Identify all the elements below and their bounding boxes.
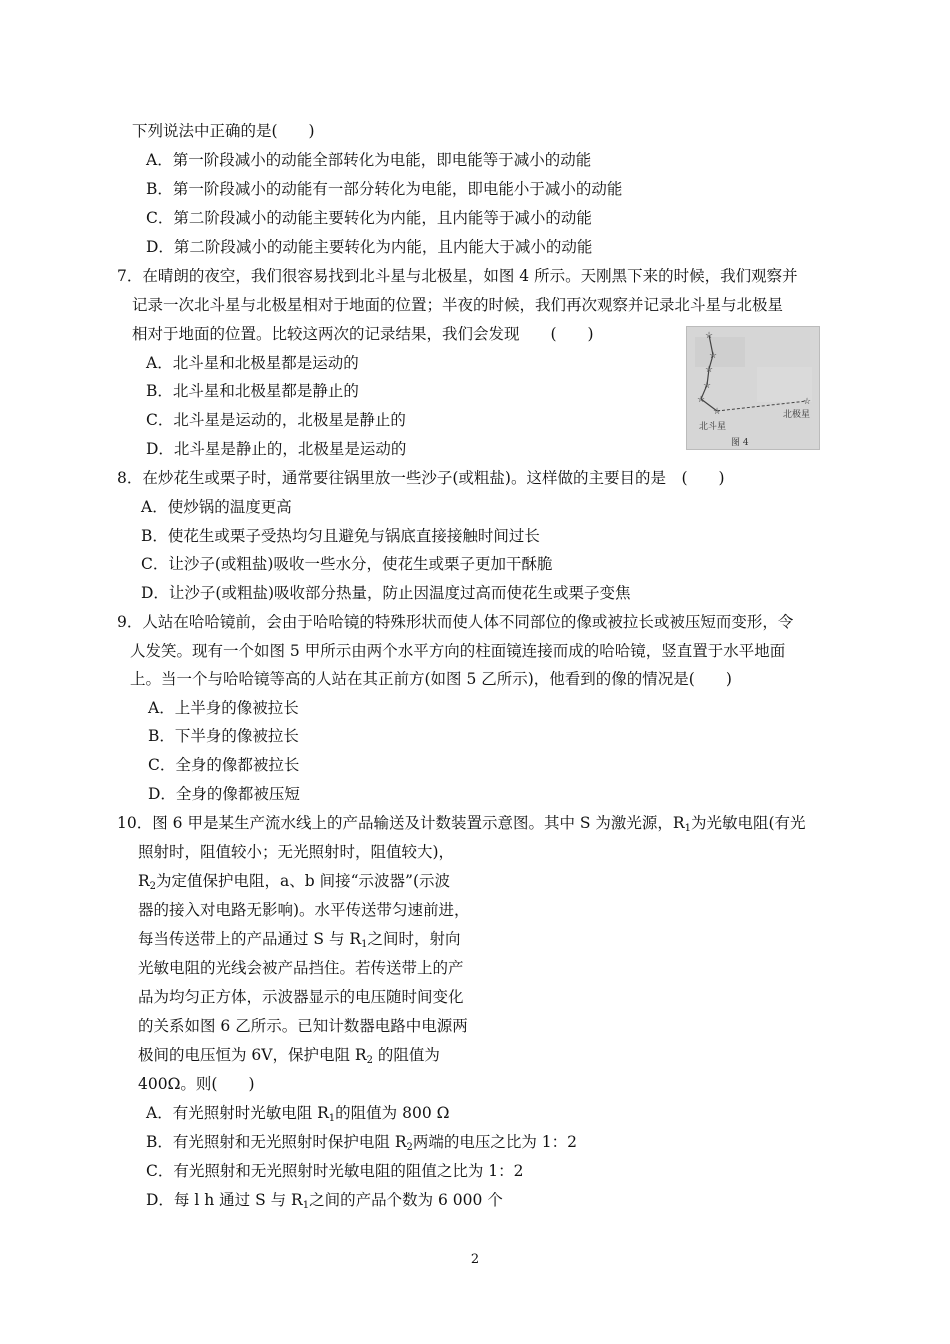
q10-stem-line5: 每当传送带上的产品通过 S 与 $R_1$之间时，射向 (138, 930, 461, 950)
q8-stem: 8．在炒花生或栗子时，通常要往锅里放一些沙子(或粗盐)。这样做的主要目的是 ( ) (117, 469, 725, 487)
q10-stem-line2: 照射时，阻值较小；无光照射时，阻值较大)， (138, 843, 455, 861)
q10-option-a: A．有光照射时光敏电阻 $R_1$的阻值为 800 Ω (146, 1104, 450, 1124)
q10-option-c: C．有光照射和无光照射时光敏电阻的阻值之比为 1：2 (146, 1162, 524, 1180)
q7-stem-line2: 记录一次北斗星与北极星相对于地面的位置；半夜的时候，我们再次观察并记录北斗星与北极星 (132, 296, 784, 314)
label-polaris: 北极星 (783, 410, 811, 420)
figure-4-big-dipper (686, 326, 820, 450)
svg-text:☆: ☆ (704, 365, 714, 375)
q10-stem-line10: 400Ω。则( ) (138, 1075, 255, 1093)
page-number: 2 (470, 1252, 480, 1267)
q7-stem-line1: 7．在晴朗的夜空，我们很容易找到北斗星与北极星，如图 4 所示。天刚黑下来的时候，我们观察并 (117, 267, 798, 285)
q8-option-d: D．让沙子(或粗盐)吸收部分热量，防止因温度过高而使花生或栗子变焦 (141, 584, 631, 602)
q10-stem-line8: 的关系如图 6 乙所示。已知计数器电路中电源两 (138, 1017, 468, 1035)
q7-option-a: A．北斗星和北极星都是运动的 (146, 354, 359, 372)
q6-stem-tail: 下列说法中正确的是( ) (132, 122, 315, 140)
q10-stem-line4: 器的接入对电路无影响)。水平传送带匀速前进， (138, 901, 470, 919)
svg-text:☆: ☆ (708, 351, 718, 361)
q7-option-c: C．北斗星是运动的，北极星是静止的 (146, 411, 406, 429)
q9-stem-line1: 9．人站在哈哈镜前，会由于哈哈镜的特殊形状而使人体不同部位的像或被拉长或被压短而变形，令 (117, 613, 794, 631)
svg-text:☆: ☆ (802, 397, 812, 407)
q6-option-d: D．第二阶段减小的动能主要转化为内能，且内能大于减小的动能 (146, 238, 593, 256)
q7-option-b: B．北斗星和北极星都是静止的 (146, 382, 359, 400)
q6-option-a: A．第一阶段减小的动能全部转化为电能，即电能等于减小的动能 (146, 151, 592, 169)
q8-option-a: A．使炒锅的温度更高 (141, 498, 292, 516)
q9-stem-line2: 人发笑。现有一个如图 5 甲所示由两个水平方向的柱面镜连接而成的哈哈镜，竖直置于水平地面 (130, 642, 786, 660)
q9-option-b: B．下半身的像被拉长 (148, 727, 299, 745)
svg-text:☆: ☆ (696, 395, 706, 405)
q8-option-c: C．让沙子(或粗盐)吸收一些水分，使花生或栗子更加干酥脆 (141, 555, 553, 573)
svg-text:☆: ☆ (704, 331, 714, 341)
svg-text:☆: ☆ (702, 381, 712, 391)
q10-option-d: D．每 l h 通过 S 与 $R_1$之间的产品个数为 6 000 个 (146, 1191, 503, 1211)
q10-stem-line1: 10．图 6 甲是某生产流水线上的产品输送及计数装置示意图。其中 S 为激光源，$R_1$为光敏电阻(有光 (117, 814, 806, 834)
q8-option-b: B．使花生或栗子受热均匀且避免与锅底直接接触时间过长 (141, 527, 540, 545)
q10-stem-line7: 品为均匀正方体，示波器显示的电压随时间变化 (138, 988, 464, 1006)
q10-stem-line3: $R_2$为定值保护电阻，a、b 间接“示波器”(示波 (138, 872, 451, 892)
q10-stem-line6: 光敏电阻的光线会被产品挡住。若传送带上的产 (138, 959, 464, 977)
q6-option-b: B．第一阶段减小的动能有一部分转化为电能，即电能小于减小的动能 (146, 180, 623, 198)
q10-option-b: B．有光照射和无光照射时保护电阻 $R_2$两端的电压之比为 1：2 (146, 1133, 578, 1153)
q9-option-c: C．全身的像都被拉长 (148, 756, 300, 774)
svg-text:☆: ☆ (712, 407, 722, 417)
q10-stem-line9: 极间的电压恒为 6V，保护电阻 $R_2$ 的阻值为 (138, 1046, 440, 1066)
q7-option-d: D．北斗星是静止的，北极星是运动的 (146, 440, 407, 458)
q6-option-c: C．第二阶段减小的动能主要转化为内能，且内能等于减小的动能 (146, 209, 592, 227)
q9-stem-line3: 上。当一个与哈哈镜等高的人站在其正前方(如图 5 乙所示)，他看到的像的情况是( ) (130, 670, 732, 688)
q9-option-d: D．全身的像都被压短 (148, 785, 300, 803)
figure-caption: 图 4 (731, 438, 749, 448)
q9-option-a: A．上半身的像被拉长 (148, 699, 299, 717)
label-big-dipper: 北斗星 (699, 422, 727, 432)
q7-stem-line3: 相对于地面的位置。比较这两次的记录结果，我们会发现 ( ) (132, 325, 594, 343)
